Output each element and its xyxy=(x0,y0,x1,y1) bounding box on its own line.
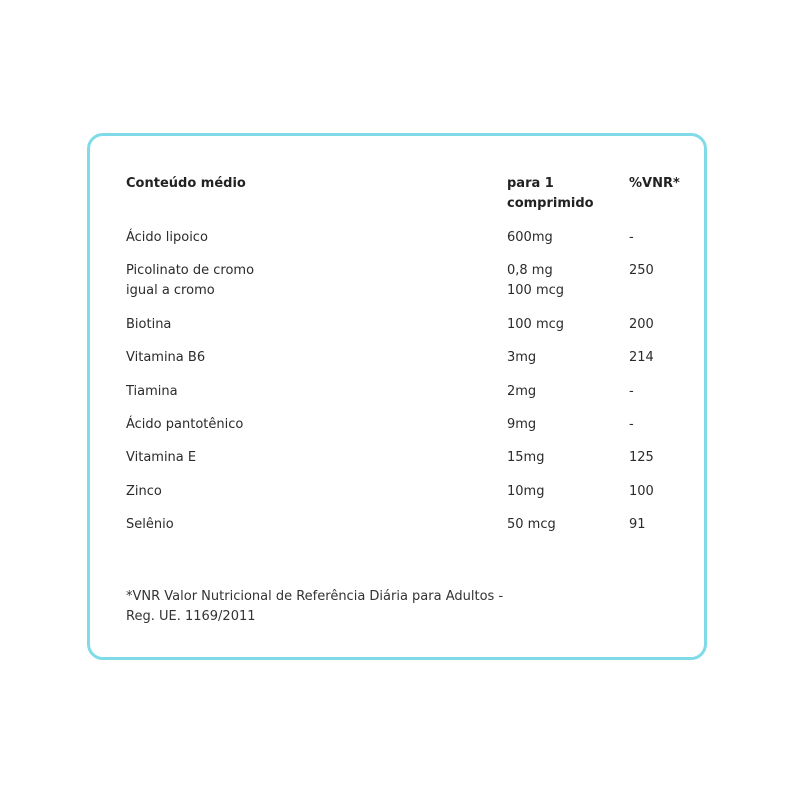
nutrient-vnr-line1: 214 xyxy=(629,350,654,365)
nutrient-amount xyxy=(507,448,617,468)
nutrient-vnr-line1: 200 xyxy=(629,317,654,332)
nutrient-amount xyxy=(507,515,617,535)
nutrient-amount-line1: 9mg xyxy=(507,417,537,432)
nutrient-vnr xyxy=(629,482,689,502)
footnote-line1: *VNR Valor Nutricional de Referência Diária para Adultos - xyxy=(126,589,504,604)
nutrient-name xyxy=(126,382,496,402)
nutrient-amount-line1: 3mg xyxy=(507,350,537,365)
nutrient-amount xyxy=(507,482,617,502)
nutrient-vnr xyxy=(629,415,689,435)
nutrient-name-line2: igual a cromo xyxy=(126,283,215,298)
nutrient-vnr xyxy=(629,228,689,248)
nutrient-name xyxy=(126,348,496,368)
nutrient-name xyxy=(126,261,496,301)
nutrient-vnr xyxy=(629,315,689,335)
nutrient-name xyxy=(126,228,496,248)
nutrient-vnr-line1: 250 xyxy=(629,263,654,278)
nutrient-amount xyxy=(507,228,617,248)
nutrient-name xyxy=(126,415,496,435)
nutrient-name-line1: Ácido lipoico xyxy=(126,230,208,245)
nutrient-name xyxy=(126,448,496,468)
nutrient-vnr xyxy=(629,448,689,468)
nutrition-card xyxy=(87,133,707,660)
nutrient-amount-line1: 50 mcg xyxy=(507,517,556,532)
nutrient-vnr-line1: 91 xyxy=(629,517,646,532)
nutrient-name-line1: Selênio xyxy=(126,517,174,532)
nutrient-amount xyxy=(507,348,617,368)
table-header xyxy=(126,174,686,214)
header-content xyxy=(126,174,496,194)
nutrient-amount-line1: 15mg xyxy=(507,450,545,465)
header-per-tablet-line2: comprimido xyxy=(507,196,594,211)
nutrient-name-line1: Zinco xyxy=(126,484,162,499)
nutrient-vnr xyxy=(629,261,689,281)
nutrient-name xyxy=(126,315,496,335)
nutrient-vnr-line1: - xyxy=(629,230,634,245)
nutrient-amount-line1: 600mg xyxy=(507,230,553,245)
header-content-label: Conteúdo médio xyxy=(126,176,246,191)
nutrient-vnr-line1: 125 xyxy=(629,450,654,465)
nutrient-amount xyxy=(507,415,617,435)
nutrient-name-line1: Vitamina B6 xyxy=(126,350,206,365)
header-per-tablet-line1: para 1 xyxy=(507,176,554,191)
nutrient-amount xyxy=(507,261,617,301)
nutrient-name-line1: Tiamina xyxy=(126,384,178,399)
nutrition-table xyxy=(126,174,686,532)
nutrient-amount-line1: 2mg xyxy=(507,384,537,399)
footnote-line2: Reg. UE. 1169/2011 xyxy=(126,609,256,624)
nutrient-vnr xyxy=(629,348,689,368)
nutrient-amount-line1: 0,8 mg xyxy=(507,263,553,278)
nutrient-amount xyxy=(507,382,617,402)
nutrient-name xyxy=(126,482,496,502)
nutrient-name-line1: Picolinato de cromo xyxy=(126,263,255,278)
nutrient-vnr xyxy=(629,382,689,402)
nutrient-vnr-line1: - xyxy=(629,417,634,432)
footnote xyxy=(126,587,546,627)
nutrient-amount-line1: 100 mcg xyxy=(507,317,565,332)
header-vnr xyxy=(629,174,689,194)
nutrient-name xyxy=(126,515,496,535)
nutrient-name-line1: Biotina xyxy=(126,317,172,332)
header-vnr-label: %VNR* xyxy=(629,176,680,191)
nutrient-vnr xyxy=(629,515,689,535)
nutrient-vnr-line1: 100 xyxy=(629,484,654,499)
header-per-tablet xyxy=(507,174,617,214)
nutrient-amount-line1: 10mg xyxy=(507,484,545,499)
nutrient-amount xyxy=(507,315,617,335)
nutrient-name-line1: Ácido pantotênico xyxy=(126,417,244,432)
nutrient-amount-line2: 100 mcg xyxy=(507,283,565,298)
nutrient-name-line1: Vitamina E xyxy=(126,450,197,465)
nutrient-vnr-line1: - xyxy=(629,384,634,399)
